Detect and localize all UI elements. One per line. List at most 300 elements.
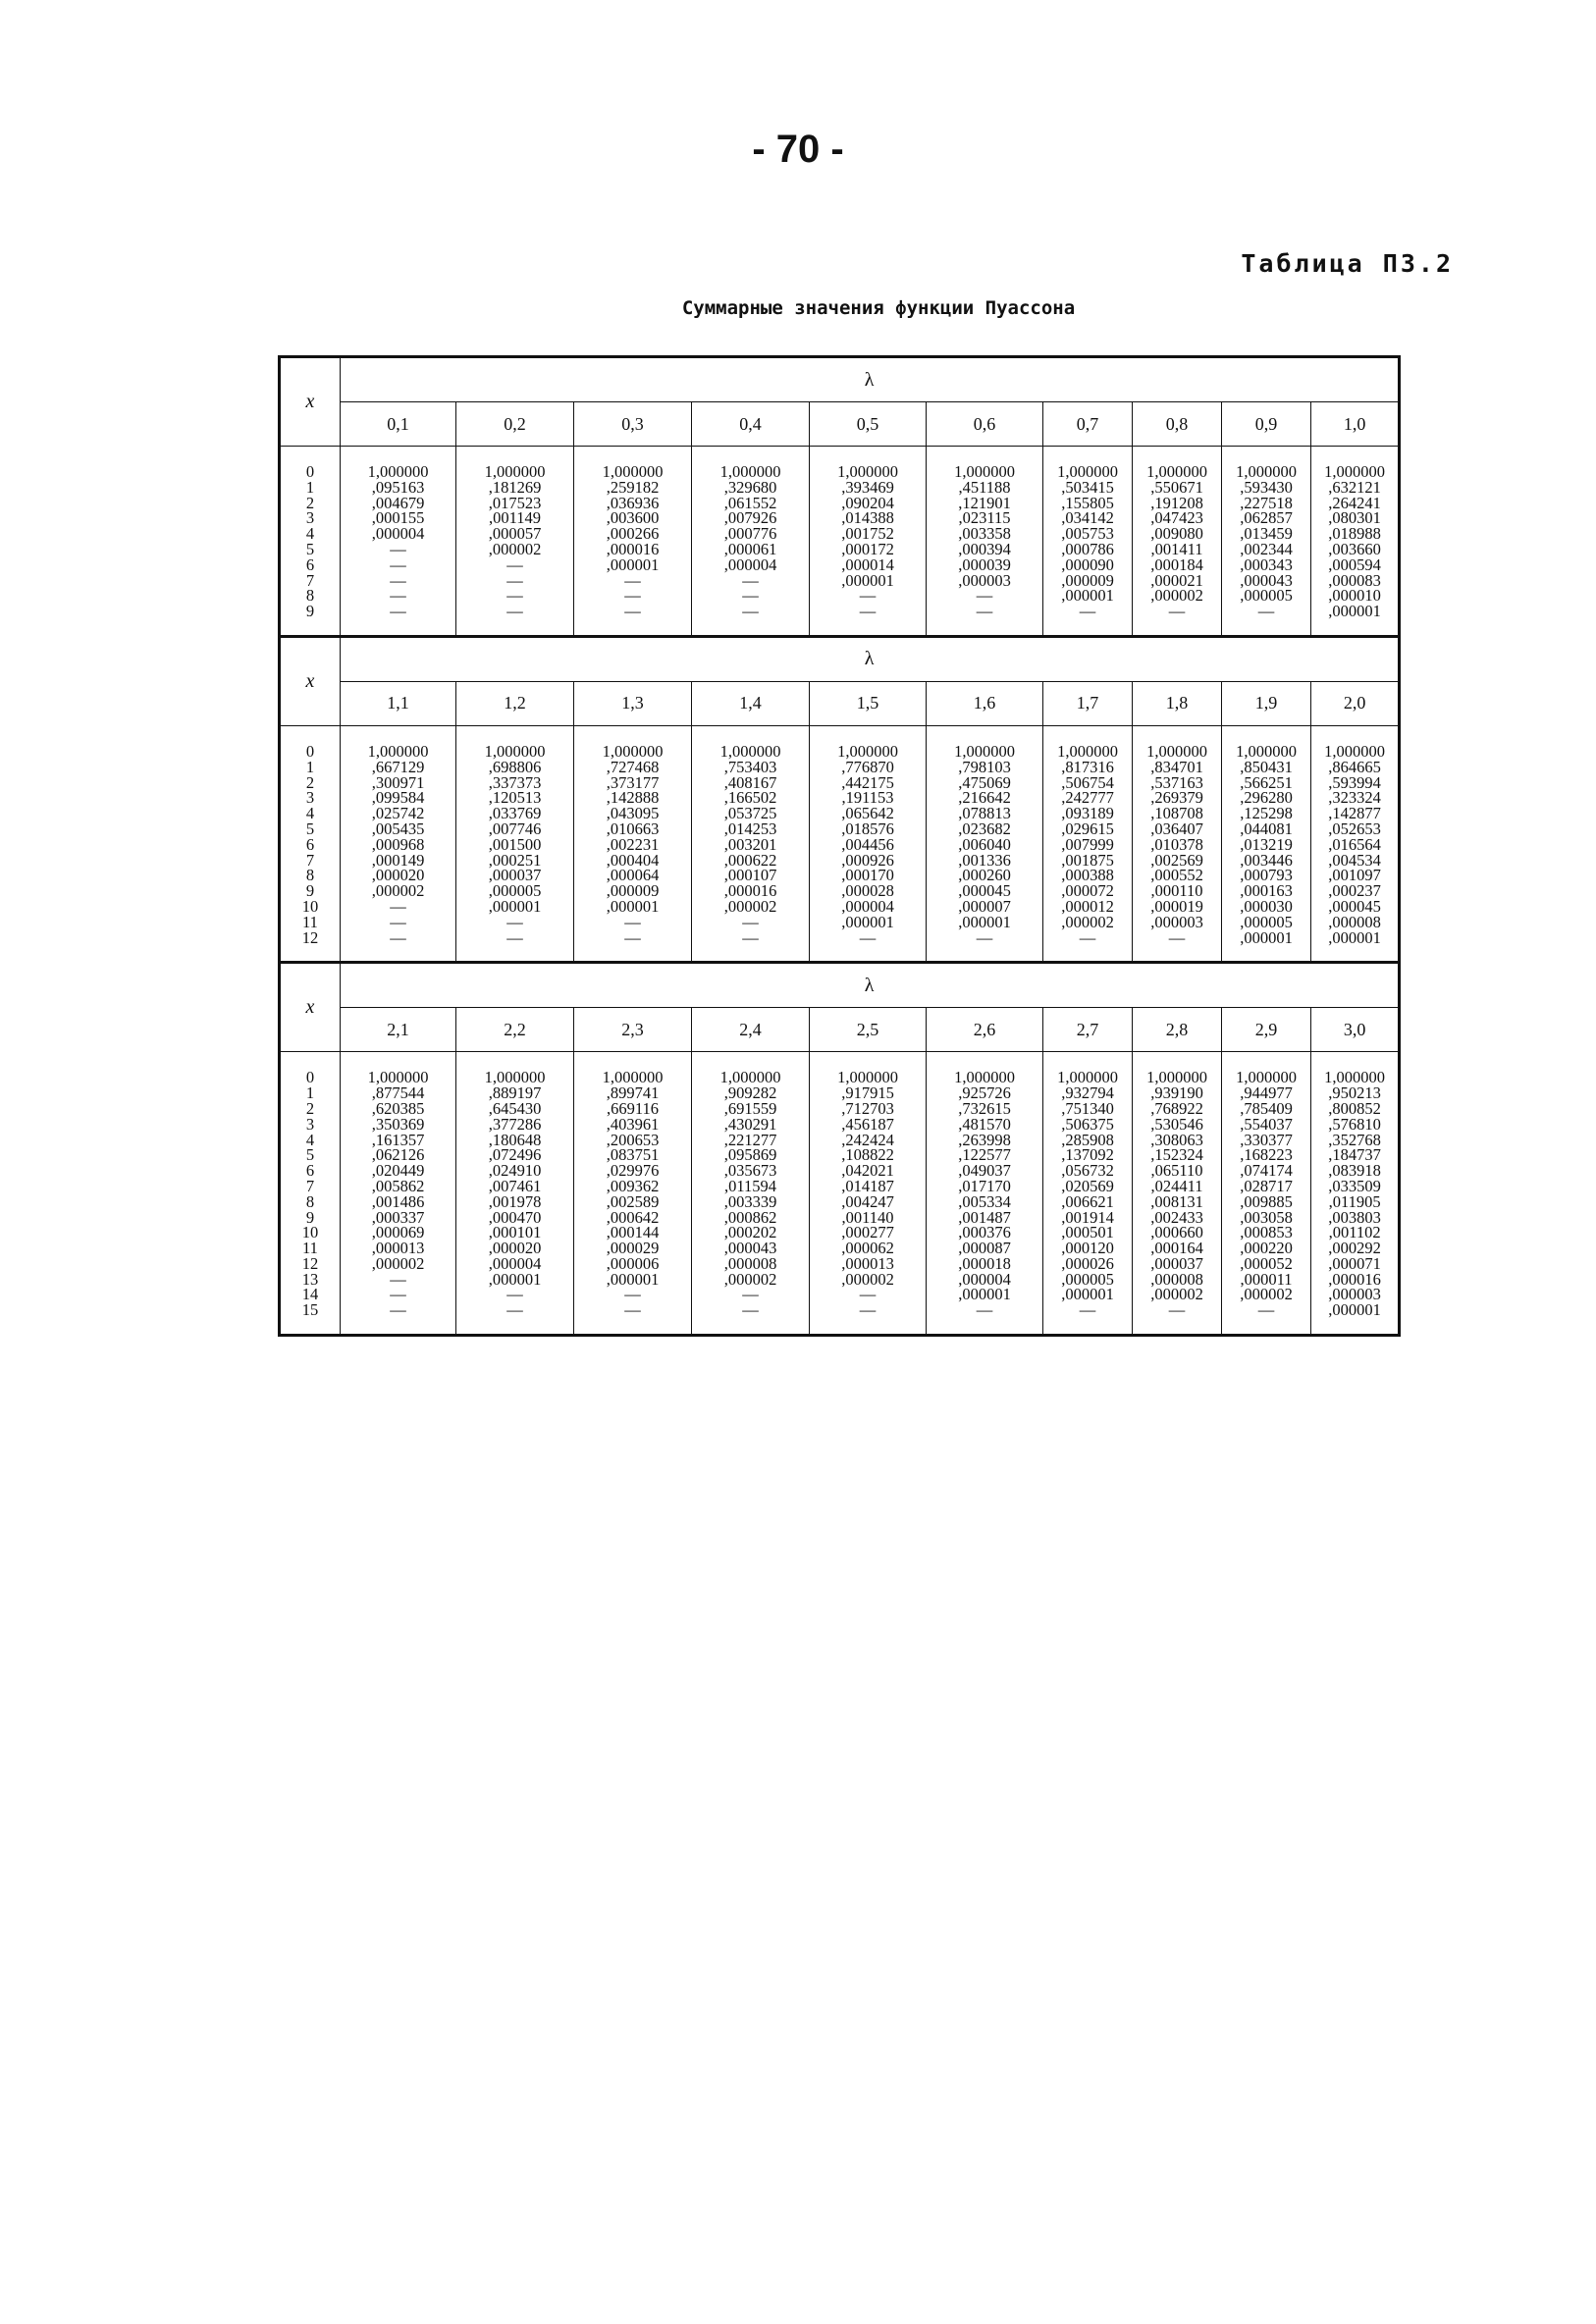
table-cell-value: ,191153	[841, 788, 894, 808]
table-cell-value: ,000090	[1061, 555, 1114, 574]
table-cell-value: ,083751	[606, 1145, 660, 1165]
x-value: 4	[305, 524, 315, 544]
probability-column	[1311, 1052, 1400, 1336]
table-cell-value: ,850431	[1240, 757, 1293, 776]
x-value: 3	[305, 788, 315, 808]
table-cell-value: ,269379	[1150, 788, 1203, 808]
x-value: 9	[305, 602, 315, 621]
table-cell-value: ,181269	[488, 477, 542, 497]
table-cell-value: ,430291	[723, 1114, 777, 1134]
table-cell-value: 1,000000	[954, 741, 1015, 761]
table-cell-value: ,732615	[958, 1098, 1011, 1118]
table-cell-value: ,003339	[723, 1191, 777, 1211]
table-cell-value: ,506375	[1061, 1114, 1114, 1134]
table-cell-value: ,000005	[488, 881, 542, 901]
table-cell-value: ,000001	[1328, 927, 1381, 947]
table-cell-value: 1,000000	[1236, 741, 1297, 761]
table-cell-value: ,000003	[1150, 912, 1203, 931]
table-cell-value: ,017170	[958, 1176, 1011, 1195]
table-cell-value: ,566251	[1240, 772, 1293, 792]
lambda-values-row	[280, 1008, 1400, 1052]
table-cell-value: ,000028	[841, 881, 894, 901]
table-cell-value: ,014253	[723, 819, 777, 838]
table-cell-value: ,753403	[723, 757, 777, 776]
table-cell-value: ,537163	[1150, 772, 1203, 792]
table-cell-value: ,033769	[488, 804, 542, 823]
table-cell-value: ,259182	[606, 477, 660, 497]
table-cell-value: ,000030	[1240, 896, 1293, 916]
table-cell-value: ,000009	[606, 881, 660, 901]
table-cell-value: ,000057	[488, 524, 542, 544]
table-cell-value: ,000594	[1328, 555, 1381, 574]
table-cell-value: —	[976, 602, 993, 621]
table-cell-value: ,108708	[1150, 804, 1203, 823]
table-cell-value: ,000021	[1150, 570, 1203, 590]
poisson-table	[278, 355, 1401, 1337]
x-value: 8	[305, 586, 315, 606]
table-cell-value: ,620385	[371, 1098, 425, 1118]
lambda-value-header: 0,2	[456, 402, 574, 447]
table-cell-value: ,007461	[488, 1176, 542, 1195]
table-cell-value: ,475069	[958, 772, 1011, 792]
lambda-row	[280, 636, 1400, 681]
table-cell-value: —	[390, 602, 406, 621]
table-cell-value: ,000404	[606, 850, 660, 870]
table-cell-value: ,000110	[1150, 881, 1203, 901]
table-cell-value: ,108822	[841, 1145, 894, 1165]
lambda-value-header: 1,3	[574, 681, 692, 725]
table-cell-value: ,001752	[841, 524, 894, 544]
table-cell-value: ,000388	[1061, 866, 1114, 885]
table-cell-value: —	[859, 602, 877, 621]
table-cell-value: ,000277	[841, 1223, 894, 1242]
table-cell-value: ,263998	[958, 1130, 1011, 1149]
lambda-value-header: 1,4	[692, 681, 810, 725]
table-cell-value: —	[624, 570, 641, 590]
x-value: 8	[305, 1191, 315, 1211]
x-value: 12	[301, 927, 319, 947]
x-value: 11	[302, 912, 318, 931]
lambda-value-header: 0,7	[1043, 402, 1133, 447]
table-cell-value: ,142877	[1328, 804, 1381, 823]
table-cell-value: ,000107	[723, 866, 777, 885]
table-cell-value: ,442175	[841, 772, 894, 792]
table-cell-value: 1,000000	[602, 741, 664, 761]
table-cell-value: ,000001	[958, 1285, 1011, 1304]
table-cell-value: ,000001	[1328, 602, 1381, 621]
table-cell-value: ,698806	[488, 757, 542, 776]
table-cell-value: 1,000000	[367, 1068, 429, 1087]
table-cell-value: ,000002	[1240, 1285, 1293, 1304]
lambda-values-row	[280, 681, 1400, 725]
table-cell-value: ,001914	[1061, 1207, 1114, 1227]
table-cell-value: ,168223	[1240, 1145, 1293, 1165]
table-cell-value: ,000001	[1328, 1300, 1381, 1320]
table-cell-value: ,122577	[958, 1145, 1011, 1165]
lambda-value-header: 1,1	[341, 681, 456, 725]
table-cell-value: 1,000000	[837, 1068, 898, 1087]
lambda-value-header: 0,6	[927, 402, 1043, 447]
table-cell-value: ,020569	[1061, 1176, 1114, 1195]
table-cell-value: —	[859, 1285, 877, 1304]
table-cell-value: ,000120	[1061, 1239, 1114, 1258]
table-cell-value: —	[742, 912, 759, 931]
probability-column	[927, 447, 1043, 637]
table-cell-value: ,000037	[1150, 1253, 1203, 1273]
table-cell-value: —	[1257, 602, 1275, 621]
probability-column	[1311, 447, 1400, 637]
table-cell-value: ,003600	[606, 508, 660, 528]
data-row	[280, 1052, 1400, 1336]
lambda-value-header: 2,3	[574, 1008, 692, 1052]
probability-column	[1043, 725, 1133, 962]
table-cell-value: ,099584	[371, 788, 425, 808]
table-cell-value: ,000793	[1240, 866, 1293, 885]
table-cell-value: —	[390, 912, 406, 931]
table-cell-value: ,052653	[1328, 819, 1381, 838]
table-cell-value: —	[624, 1300, 641, 1320]
table-cell-value: —	[742, 1300, 759, 1320]
table-cell-value: ,000202	[723, 1223, 777, 1242]
table-cell-value: ,877544	[371, 1083, 425, 1103]
table-cell-value: ,242424	[841, 1130, 894, 1149]
table-cell-value: —	[506, 570, 523, 590]
table-cell-value: ,016564	[1328, 834, 1381, 854]
table-cell-value: —	[1079, 927, 1096, 947]
lambda-value-header: 1,8	[1133, 681, 1222, 725]
table-cell-value: —	[1079, 602, 1096, 621]
table-cell-value: ,000002	[723, 1269, 777, 1289]
table-cell-value: ,503415	[1061, 477, 1114, 497]
table-cell-value: ,506754	[1061, 772, 1114, 792]
table-cell-value: —	[390, 1285, 406, 1304]
table-cell-value: ,036936	[606, 493, 660, 512]
table-cell-value: ,042021	[841, 1161, 894, 1181]
table-cell-value: ,072496	[488, 1145, 542, 1165]
table-cell-value: ,047423	[1150, 508, 1203, 528]
table-cell-value: ,000062	[841, 1239, 894, 1258]
table-cell-value: ,000001	[606, 555, 660, 574]
lambda-value-header: 1,0	[1311, 402, 1400, 447]
table-cell-value: ,062126	[371, 1145, 425, 1165]
table-cell-value: ,009362	[606, 1176, 660, 1195]
table-cell-value: ,352768	[1328, 1130, 1381, 1149]
table-cell-value: ,645430	[488, 1098, 542, 1118]
table-cell-value: ,024411	[1150, 1176, 1203, 1195]
table-cell-value: —	[390, 927, 406, 947]
x-value: 3	[305, 508, 315, 528]
x-value: 9	[305, 881, 315, 901]
table-cell-value: ,000043	[1240, 570, 1293, 590]
table-cell-value: ,000164	[1150, 1239, 1203, 1258]
table-cell-value: ,550671	[1150, 477, 1203, 497]
table-cell-value: ,817316	[1061, 757, 1114, 776]
table-cell-value: ,768922	[1150, 1098, 1203, 1118]
table-cell-value: 1,000000	[1057, 1068, 1118, 1087]
table-cell-value: ,000002	[1150, 586, 1203, 606]
table-cell-value: ,010378	[1150, 834, 1203, 854]
table-cell-value: ,000001	[1061, 1285, 1114, 1304]
table-cell-value: ,216642	[958, 788, 1011, 808]
table-cell-value: —	[976, 586, 993, 606]
table-cell-value: ,020449	[371, 1161, 425, 1181]
table-cell-value: ,350369	[371, 1114, 425, 1134]
table-cell-value: ,000251	[488, 850, 542, 870]
lambda-value-header: 2,1	[341, 1008, 456, 1052]
lambda-value-header: 2,2	[456, 1008, 574, 1052]
table-cell-value: ,000155	[371, 508, 425, 528]
table-cell-value: ,007999	[1061, 834, 1114, 854]
lambda-value-header: 2,7	[1043, 1008, 1133, 1052]
table-cell-value: ,002589	[606, 1191, 660, 1211]
table-cell-value: ,036407	[1150, 819, 1203, 838]
x-value: 5	[305, 819, 315, 838]
table-cell-value: ,000149	[371, 850, 425, 870]
table-cell-value: ,006040	[958, 834, 1011, 854]
table-cell-value: —	[742, 586, 759, 606]
table-cell-value: —	[506, 1285, 523, 1304]
table-cell-value: 1,000000	[367, 462, 429, 481]
table-cell-value: ,330377	[1240, 1130, 1293, 1149]
table-label: Таблица П3.2	[1241, 249, 1454, 278]
table-cell-value: ,023115	[958, 508, 1011, 528]
probability-column	[341, 1052, 456, 1336]
table-cell-value: —	[1168, 927, 1186, 947]
x-value: 0	[305, 1068, 315, 1087]
table-cell-value: ,137092	[1061, 1145, 1114, 1165]
table-cell-value: ,000376	[958, 1223, 1011, 1242]
table-cell-value: ,000020	[371, 866, 425, 885]
table-cell-value: ,000184	[1150, 555, 1203, 574]
table-cell-value: ,691559	[723, 1098, 777, 1118]
table-cell-value: —	[742, 1285, 759, 1304]
table-cell-value: ,000026	[1061, 1253, 1114, 1273]
lambda-value-header: 0,5	[810, 402, 927, 447]
table-cell-value: ,061552	[723, 493, 777, 512]
lambda-value-header: 2,0	[1311, 681, 1400, 725]
table-cell-value: ,000029	[606, 1239, 660, 1258]
table-cell-value: ,000002	[1150, 1285, 1203, 1304]
table-cell-value: ,000004	[841, 896, 894, 916]
table-cell-value: ,000004	[958, 1269, 1011, 1289]
table-cell-value: ,080301	[1328, 508, 1381, 528]
x-value: 4	[305, 804, 315, 823]
x-value: 8	[305, 866, 315, 885]
table-cell-value: ,191208	[1150, 493, 1203, 512]
table-cell-value: ,000260	[958, 866, 1011, 885]
table-cell-value: ,125298	[1240, 804, 1293, 823]
table-cell-value: 1,000000	[954, 1068, 1015, 1087]
x-value: 7	[305, 850, 315, 870]
table-cell-value: ,000007	[958, 896, 1011, 916]
lambda-value-header: 0,1	[341, 402, 456, 447]
table-cell-value: —	[1168, 602, 1186, 621]
probability-column	[1043, 1052, 1133, 1336]
x-header-cell: x	[280, 636, 341, 725]
probability-column	[692, 725, 810, 962]
lambda-value-header: 2,8	[1133, 1008, 1222, 1052]
x-value: 6	[305, 834, 315, 854]
table-cell-value: ,373177	[606, 772, 660, 792]
table-cell-value: 1,000000	[719, 462, 781, 481]
table-cell-value: ,000045	[1328, 896, 1381, 916]
x-value: 10	[301, 1223, 319, 1242]
table-cell-value: 1,000000	[1324, 1068, 1385, 1087]
table-cell-value: ,000220	[1240, 1239, 1293, 1258]
page-number: - 70 -	[752, 128, 844, 171]
table-cell-value: ,161357	[371, 1130, 425, 1149]
table-cell-value: 1,000000	[602, 462, 664, 481]
x-value: 3	[305, 1114, 315, 1134]
table-cell-value: ,000853	[1240, 1223, 1293, 1242]
table-cell-value: ,121901	[958, 493, 1011, 512]
table-cell-value: 1,000000	[484, 462, 546, 481]
table-cell-value: ,062857	[1240, 508, 1293, 528]
table-cell-value: ,000266	[606, 524, 660, 544]
table-cell-value: ,000776	[723, 524, 777, 544]
x-value: 7	[305, 1176, 315, 1195]
table-cell-value: ,000005	[1061, 1269, 1114, 1289]
table-cell-value: ,000002	[723, 896, 777, 916]
probability-column	[810, 1052, 927, 1336]
data-row	[280, 725, 1400, 962]
table-cell-value: ,000004	[488, 1253, 542, 1273]
probability-column	[1311, 725, 1400, 962]
table-cell-value: ,000144	[606, 1223, 660, 1242]
table-cell-value: ,300971	[371, 772, 425, 792]
table-cell-value: ,003058	[1240, 1207, 1293, 1227]
table-cell-value: —	[624, 912, 641, 931]
table-cell-value: ,000002	[1061, 912, 1114, 931]
x-value: 0	[305, 741, 315, 761]
x-value: 15	[301, 1300, 319, 1320]
probability-column	[810, 447, 927, 637]
table-cell-value: —	[506, 586, 523, 606]
table-cell-value: ,009080	[1150, 524, 1203, 544]
table-cell-value: ,011905	[1328, 1191, 1381, 1211]
table-cell-value: ,010663	[606, 819, 660, 838]
lambda-value-header: 0,9	[1222, 402, 1311, 447]
x-value: 2	[305, 493, 315, 512]
table-cell-value: ,925726	[958, 1083, 1011, 1103]
probability-column	[1043, 447, 1133, 637]
table-cell-value: ,242777	[1061, 788, 1114, 808]
x-value: 13	[301, 1269, 319, 1289]
lambda-row	[280, 357, 1400, 402]
table-cell-value: —	[976, 1300, 993, 1320]
table-cell-value: ,000001	[488, 1269, 542, 1289]
table-cell-value: ,798103	[958, 757, 1011, 776]
table-cell-value: ,593430	[1240, 477, 1293, 497]
table-cell-value: ,000008	[1150, 1269, 1203, 1289]
table-cell-value: ,000394	[958, 539, 1011, 558]
table-cell-value: ,090204	[841, 493, 894, 512]
table-cell-value: ,001875	[1061, 850, 1114, 870]
table-cell-value: 1,000000	[1146, 1068, 1207, 1087]
table-cell-value: ,000006	[606, 1253, 660, 1273]
probability-column	[456, 1052, 574, 1336]
table-cell-value: ,008131	[1150, 1191, 1203, 1211]
table-cell-value: ,308063	[1150, 1130, 1203, 1149]
table-cell-value: ,000642	[606, 1207, 660, 1227]
lambda-header-cell: λ	[341, 636, 1400, 681]
table-cell-value: ,000660	[1150, 1223, 1203, 1242]
table-cell-value: ,000083	[1328, 570, 1381, 590]
probability-column	[927, 725, 1043, 962]
probability-column	[1133, 447, 1222, 637]
table-cell-value: ,017523	[488, 493, 542, 512]
table-cell-value: —	[859, 1300, 877, 1320]
table-cell-value: ,002569	[1150, 850, 1203, 870]
table-cell-value: ,095869	[723, 1145, 777, 1165]
table-cell-value: ,000170	[841, 866, 894, 885]
table-cell-value: —	[1168, 1300, 1186, 1320]
x-value: 9	[305, 1207, 315, 1227]
table-cell-value: —	[976, 927, 993, 947]
table-cell-value: ,033509	[1328, 1176, 1381, 1195]
table-cell-value: ,029976	[606, 1161, 660, 1181]
table-cell-value: ,000001	[606, 1269, 660, 1289]
table-cell-value: ,078813	[958, 804, 1011, 823]
table-cell-value: ,000101	[488, 1223, 542, 1242]
table-cell-value: ,000172	[841, 539, 894, 558]
data-row	[280, 447, 1400, 637]
table-cell-value: ,000004	[371, 524, 425, 544]
table-cell-value: ,393469	[841, 477, 894, 497]
x-value: 5	[305, 539, 315, 558]
table-cell-value: ,065110	[1150, 1161, 1203, 1181]
x-value: 5	[305, 1145, 315, 1165]
x-value: 7	[305, 570, 315, 590]
table-cell-value: ,001500	[488, 834, 542, 854]
table-cell-value: ,024910	[488, 1161, 542, 1181]
table-cell-value: ,074174	[1240, 1161, 1293, 1181]
table-cell-value: ,095163	[371, 477, 425, 497]
table-cell-value: —	[506, 927, 523, 947]
table-cell-value: ,005862	[371, 1176, 425, 1195]
x-value: 10	[301, 896, 319, 916]
table-cell-value: ,667129	[371, 757, 425, 776]
table-cell-value: ,023682	[958, 819, 1011, 838]
table-cell-value: ,669116	[606, 1098, 659, 1118]
table-cell-value: ,003803	[1328, 1207, 1381, 1227]
table-cell-value: ,000005	[1240, 912, 1293, 931]
x-values-column	[280, 1052, 341, 1336]
table-cell-value: ,285908	[1061, 1130, 1114, 1149]
table-cell-value: ,000003	[958, 570, 1011, 590]
table-cell-value: ,530546	[1150, 1114, 1203, 1134]
probability-column	[456, 725, 574, 962]
table-cell-value: ,001336	[958, 850, 1011, 870]
table-cell-value: ,001102	[1328, 1223, 1381, 1242]
table-cell-value: ,000013	[841, 1253, 894, 1273]
table-cell-value: 1,000000	[1236, 1068, 1297, 1087]
table-cell-value: ,593994	[1328, 772, 1381, 792]
table-cell-value: ,000001	[958, 912, 1011, 931]
probability-column	[692, 447, 810, 637]
table-cell-value: ,013219	[1240, 834, 1293, 854]
probability-column	[574, 1052, 692, 1336]
table-cell-value: —	[859, 586, 877, 606]
table-cell-value: —	[742, 570, 759, 590]
table-cell-value: ,007926	[723, 508, 777, 528]
table-cell-value: ,408167	[723, 772, 777, 792]
x-values-column	[280, 725, 341, 962]
table-cell-value: ,456187	[841, 1114, 894, 1134]
table-cell-value: ,000087	[958, 1239, 1011, 1258]
table-cell-value: ,028717	[1240, 1176, 1293, 1195]
table-cell-value: ,000001	[841, 912, 894, 931]
